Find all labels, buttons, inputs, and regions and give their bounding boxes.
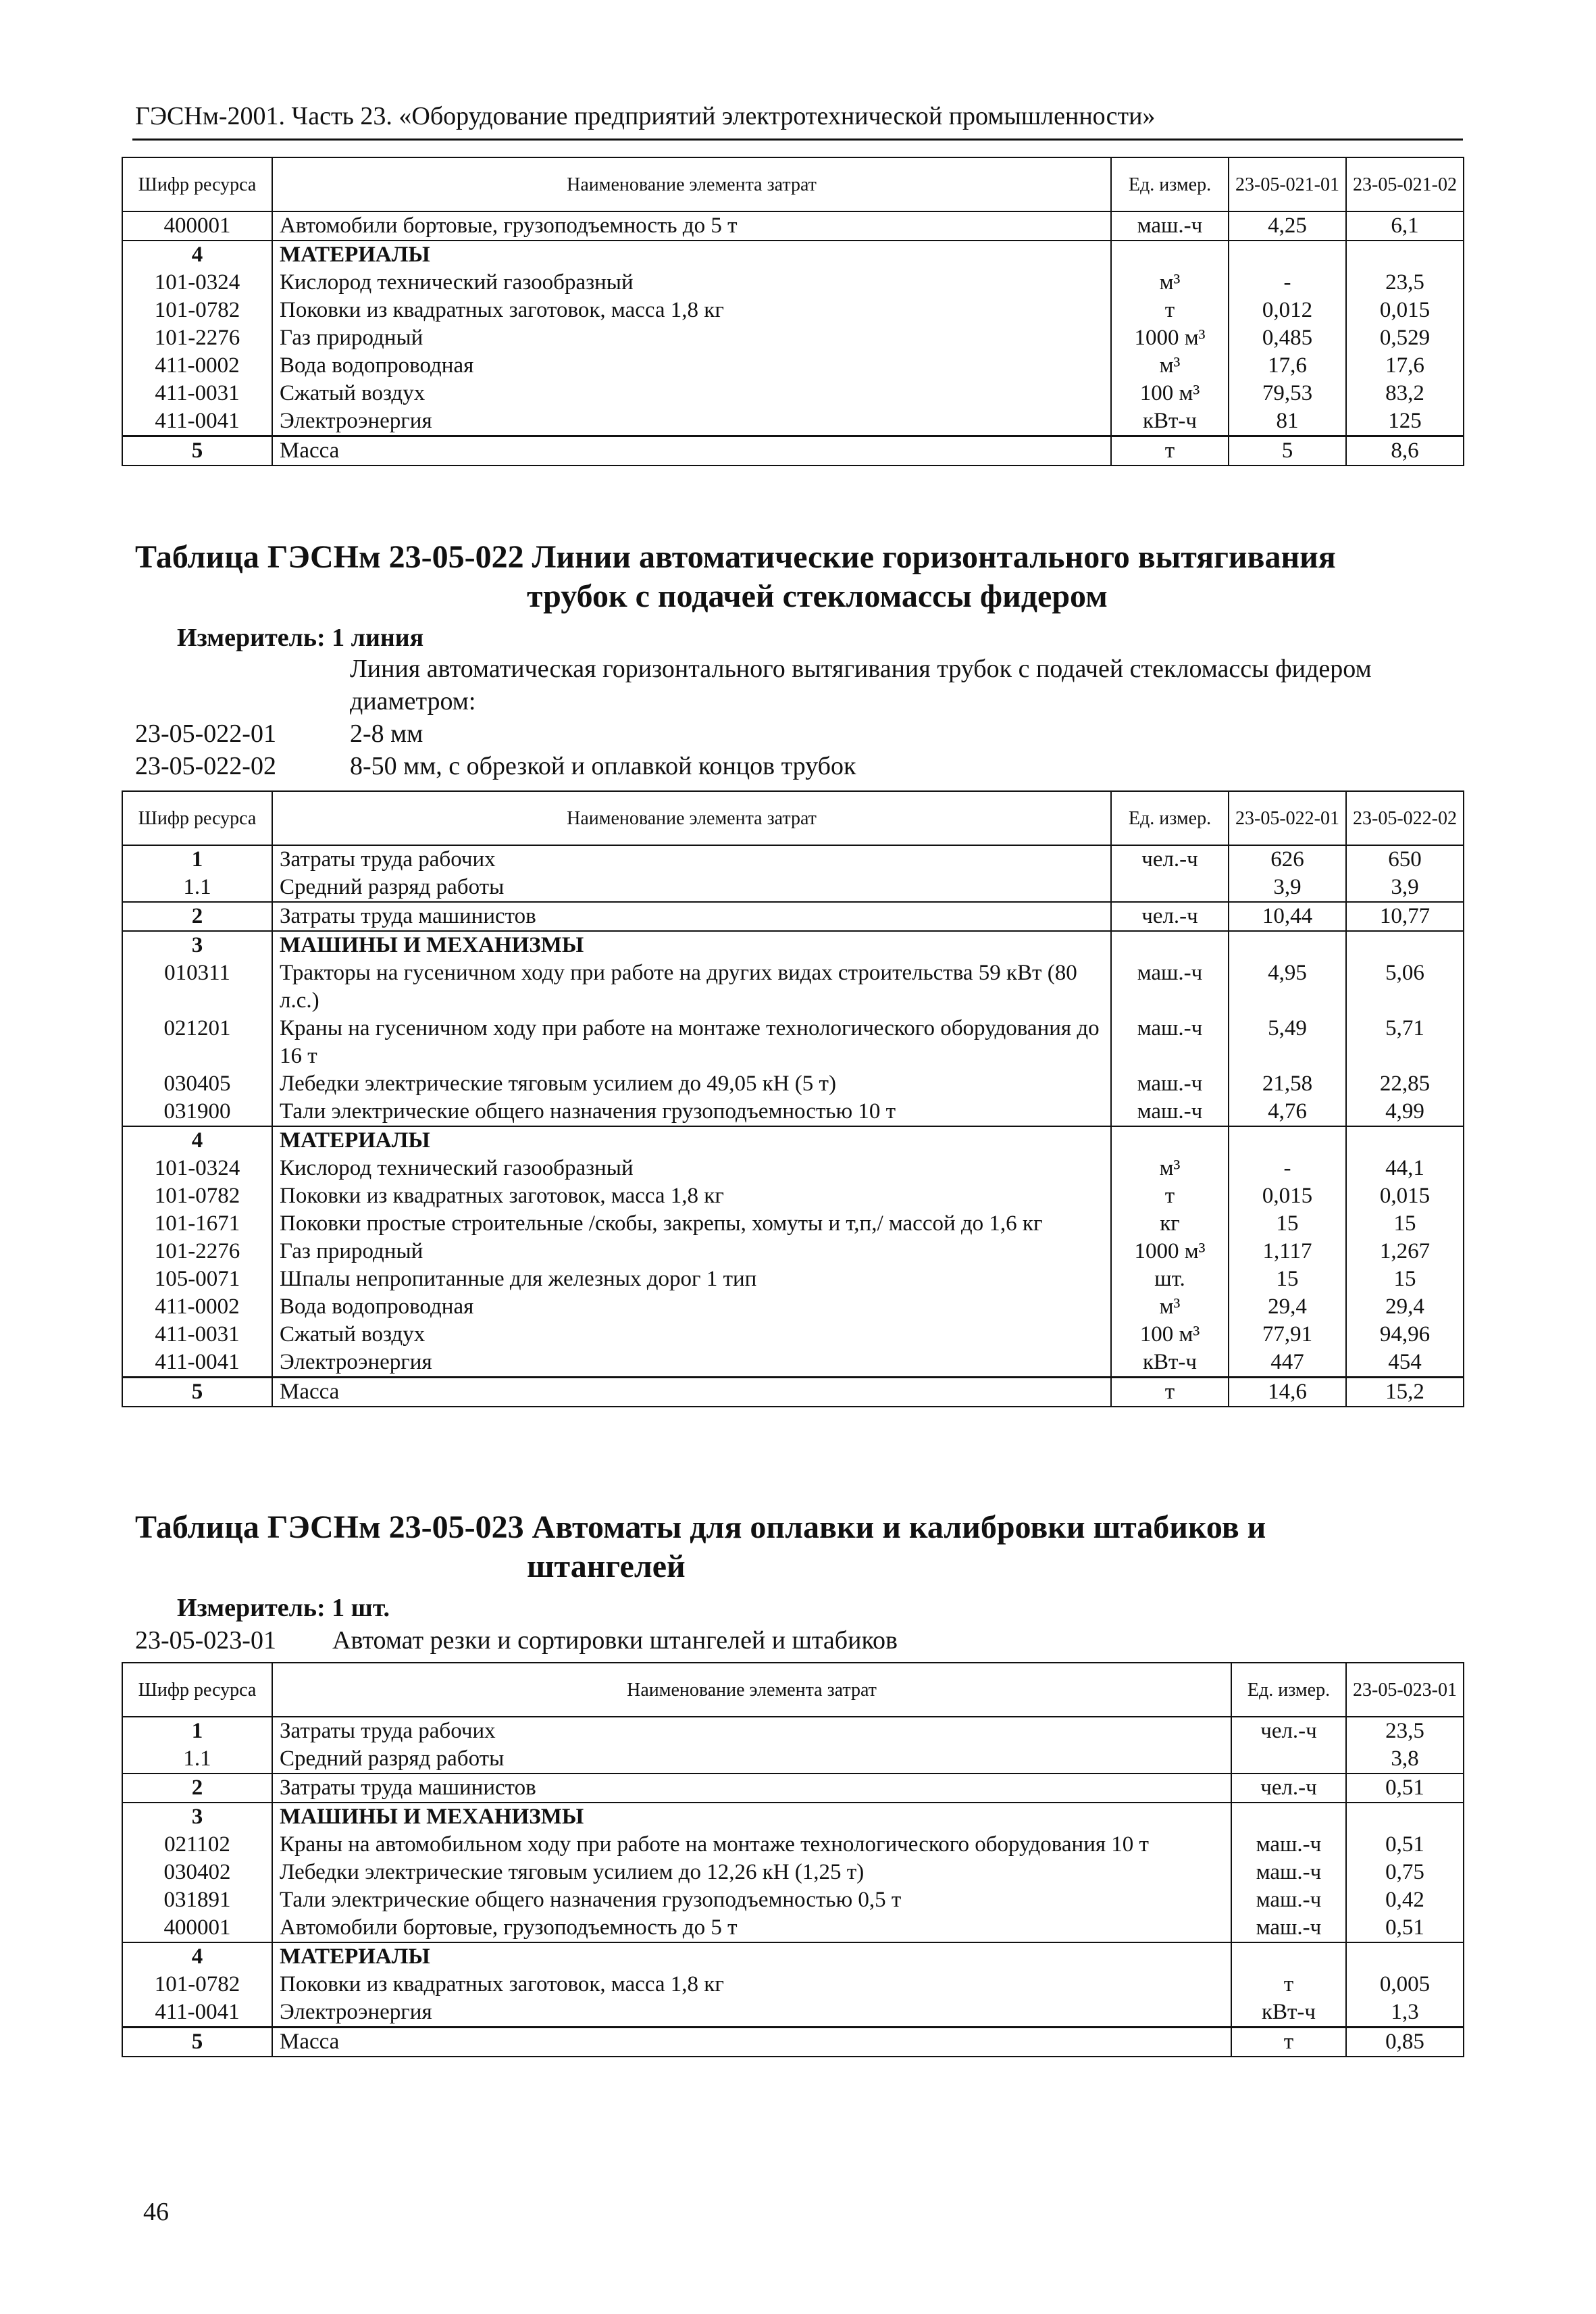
table-row xyxy=(122,1831,1464,1859)
cost-element-name: Затраты труда машинистов xyxy=(272,1774,1231,1803)
norm-value: 4,99 xyxy=(1346,1098,1464,1126)
resource-code: 5 xyxy=(122,1378,272,1407)
unit-of-measure: маш.-ч xyxy=(1111,1098,1229,1126)
resource-code: 411-0041 xyxy=(122,407,272,436)
cost-element-name: Краны на гусеничном ходу при работе на монтаже технологического оборудования до 16 т xyxy=(272,1015,1111,1070)
norm-value: 1,117 xyxy=(1229,1238,1346,1265)
table-row xyxy=(122,297,1464,324)
col-header-norm-2: 23-05-021-02 xyxy=(1346,157,1464,211)
norm-value: 15 xyxy=(1346,1265,1464,1293)
norm-value: 83,2 xyxy=(1346,380,1464,407)
norm-value: 8,6 xyxy=(1346,436,1464,466)
norm-item xyxy=(135,750,1459,782)
norm-value: 23,5 xyxy=(1346,269,1464,297)
resource-code: 1 xyxy=(122,845,272,874)
unit-of-measure: кг xyxy=(1111,1210,1229,1238)
resource-code: 3 xyxy=(122,1803,272,1831)
table-row xyxy=(122,1914,1464,1942)
cost-element-name: Кислород технический газообразный xyxy=(272,269,1111,297)
norm-value: 4,25 xyxy=(1229,211,1346,241)
norm-value: 10,44 xyxy=(1229,902,1346,931)
table-row xyxy=(122,959,1464,1015)
norm-value: 17,6 xyxy=(1229,352,1346,380)
table-row xyxy=(122,1803,1464,1831)
cost-element-name: Тали электрические общего назначения грузоподъемностью 10 т xyxy=(272,1098,1111,1126)
resource-code: 5 xyxy=(122,436,272,466)
resource-code: 1 xyxy=(122,1717,272,1745)
table-row xyxy=(122,1971,1464,1998)
resource-code: 021102 xyxy=(122,1831,272,1859)
norm-value: 0,42 xyxy=(1346,1886,1464,1914)
col-header-code: Шифр ресурса xyxy=(122,1663,272,1717)
norm-value xyxy=(1346,1126,1464,1155)
norm-item-code: 23-05-023-01 xyxy=(135,1626,276,1655)
unit-of-measure: т xyxy=(1111,1182,1229,1210)
norm-value: 5,49 xyxy=(1229,1015,1346,1070)
cost-element-name: Шпалы непропитанные для железных дорог 1 тип xyxy=(272,1265,1111,1293)
resource-code: 411-0002 xyxy=(122,1293,272,1321)
resource-code: 030402 xyxy=(122,1859,272,1886)
norm-value: 15,2 xyxy=(1346,1378,1464,1407)
norm-value: 0,51 xyxy=(1346,1831,1464,1859)
table-row xyxy=(122,269,1464,297)
cost-element-name: Масса xyxy=(272,1378,1111,1407)
norm-value: 15 xyxy=(1346,1210,1464,1238)
norm-value: 29,4 xyxy=(1229,1293,1346,1321)
norm-value: 3,9 xyxy=(1346,874,1464,902)
norm-value: 3,9 xyxy=(1229,874,1346,902)
unit-of-measure: маш.-ч xyxy=(1231,1886,1346,1914)
cost-element-name: Средний разряд работы xyxy=(272,874,1111,902)
norm-item xyxy=(135,718,1459,750)
resource-code: 400001 xyxy=(122,211,272,241)
unit-of-measure: 100 м³ xyxy=(1111,380,1229,407)
norm-value: 0,485 xyxy=(1229,324,1346,352)
norm-value: 10,77 xyxy=(1346,902,1464,931)
norm-value xyxy=(1229,931,1346,959)
table-row xyxy=(122,1293,1464,1321)
unit-of-measure: маш.-ч xyxy=(1231,1831,1346,1859)
table-row xyxy=(122,902,1464,931)
table-row xyxy=(122,1998,1464,2028)
resource-code: 010311 xyxy=(122,959,272,1015)
cost-element-name: Затраты труда рабочих xyxy=(272,1717,1231,1745)
norm-value xyxy=(1229,1126,1346,1155)
unit-of-measure: 1000 м³ xyxy=(1111,324,1229,352)
unit-of-measure: т xyxy=(1111,1378,1229,1407)
norm-item-code: 23-05-022-01 xyxy=(135,720,276,748)
resource-code: 1.1 xyxy=(122,1745,272,1774)
unit-of-measure: 1000 м³ xyxy=(1111,1238,1229,1265)
col-header-unit: Ед. измер. xyxy=(1231,1663,1346,1717)
resource-code: 5 xyxy=(122,2028,272,2057)
table-row xyxy=(122,2028,1464,2057)
norm-item-text: 2-8 мм xyxy=(350,720,423,748)
resource-code: 411-0041 xyxy=(122,1998,272,2028)
cost-element-name: Масса xyxy=(272,436,1111,466)
resource-code: 101-0782 xyxy=(122,297,272,324)
unit-of-measure: маш.-ч xyxy=(1111,959,1229,1015)
norm-value: 15 xyxy=(1229,1210,1346,1238)
norm-value: 81 xyxy=(1229,407,1346,436)
cost-element-name: Автомобили бортовые, грузоподъемность до 5 т xyxy=(272,1914,1231,1942)
norm-value: 0,85 xyxy=(1346,2028,1464,2057)
norm-value: 3,8 xyxy=(1346,1745,1464,1774)
norm-value: - xyxy=(1229,1155,1346,1182)
col-header-code: Шифр ресурса xyxy=(122,791,272,845)
col-header-unit: Ед. измер. xyxy=(1111,791,1229,845)
cost-element-name: Поковки из квадратных заготовок, масса 1,8 кг xyxy=(272,1182,1111,1210)
cost-element-name: Электроэнергия xyxy=(272,407,1111,436)
col-header-unit: Ед. измер. xyxy=(1111,157,1229,211)
table-row xyxy=(122,874,1464,902)
unit-of-measure: м³ xyxy=(1111,352,1229,380)
cost-element-name: Затраты труда машинистов xyxy=(272,902,1111,931)
table-row xyxy=(122,1265,1464,1293)
cost-element-name: Масса xyxy=(272,2028,1231,2057)
table-row xyxy=(122,1210,1464,1238)
cost-element-name: Сжатый воздух xyxy=(272,1321,1111,1349)
unit-of-measure: кВт-ч xyxy=(1111,407,1229,436)
cost-element-name: Лебедки электрические тяговым усилием до 49,05 кН (5 т) xyxy=(272,1070,1111,1098)
norm-value: 0,75 xyxy=(1346,1859,1464,1886)
norm-item-text: 8-50 мм, с обрезкой и оплавкой концов трубок xyxy=(350,752,856,780)
norm-value: 447 xyxy=(1229,1349,1346,1378)
norm-value: - xyxy=(1229,269,1346,297)
table-row xyxy=(122,1378,1464,1407)
cost-element-name: Тали электрические общего назначения грузоподъемностью 0,5 т xyxy=(272,1886,1231,1914)
resource-code: 411-0031 xyxy=(122,1321,272,1349)
table-row xyxy=(122,1349,1464,1378)
norm-value: 0,529 xyxy=(1346,324,1464,352)
norm-value xyxy=(1346,1803,1464,1831)
norm-value: 22,85 xyxy=(1346,1070,1464,1098)
resource-code: 021201 xyxy=(122,1015,272,1070)
resource-table-23-05-021 xyxy=(122,157,1464,466)
table-row xyxy=(122,1859,1464,1886)
norm-value: 454 xyxy=(1346,1349,1464,1378)
table-row xyxy=(122,931,1464,959)
norm-value: 94,96 xyxy=(1346,1321,1464,1349)
col-header-name: Наименование элемента затрат xyxy=(272,157,1111,211)
unit-of-measure: 100 м³ xyxy=(1111,1321,1229,1349)
norm-value: 15 xyxy=(1229,1265,1346,1293)
cost-element-name: Краны на автомобильном ходу при работе на монтаже технологического оборудования 10 т xyxy=(272,1831,1231,1859)
norm-value: 1,267 xyxy=(1346,1238,1464,1265)
norm-value xyxy=(1346,241,1464,269)
unit-of-measure: шт. xyxy=(1111,1265,1229,1293)
unit-of-measure xyxy=(1111,874,1229,902)
cost-element-name: Кислород технический газообразный xyxy=(272,1155,1111,1182)
unit-of-measure: маш.-ч xyxy=(1111,211,1229,241)
section-title-line-1: Таблица ГЭСНм 23-05-022 Линии автоматические горизонтального вытягивания xyxy=(135,539,1336,575)
meter-label: Измеритель: 1 шт. xyxy=(177,1594,390,1622)
norm-value xyxy=(1229,241,1346,269)
unit-of-measure xyxy=(1231,1942,1346,1971)
norm-item xyxy=(135,1624,1459,1657)
table-row xyxy=(122,1015,1464,1070)
cost-element-name: Поковки из квадратных заготовок, масса 1,8 кг xyxy=(272,297,1111,324)
unit-of-measure: маш.-ч xyxy=(1231,1859,1346,1886)
resource-code: 031900 xyxy=(122,1098,272,1126)
norm-value: 5,71 xyxy=(1346,1015,1464,1070)
unit-of-measure: м³ xyxy=(1111,1155,1229,1182)
unit-of-measure: т xyxy=(1231,1971,1346,1998)
resource-code: 400001 xyxy=(122,1914,272,1942)
resource-code: 2 xyxy=(122,1774,272,1803)
unit-of-measure: т xyxy=(1111,436,1229,466)
norm-value: 79,53 xyxy=(1229,380,1346,407)
norm-value: 650 xyxy=(1346,845,1464,874)
norm-value: 0,015 xyxy=(1346,1182,1464,1210)
cost-element-name: Поковки из квадратных заготовок, масса 1,8 кг xyxy=(272,1971,1231,1998)
section-title-line-2: трубок с подачей стекломассы фидером xyxy=(527,578,1108,614)
unit-of-measure: кВт-ч xyxy=(1231,1998,1346,2028)
unit-of-measure: чел.-ч xyxy=(1111,902,1229,931)
col-header-norm-1: 23-05-023-01 xyxy=(1346,1663,1464,1717)
table-row xyxy=(122,324,1464,352)
meter-label: Измеритель: 1 линия xyxy=(177,624,424,652)
table-header-row xyxy=(122,791,1464,845)
unit-of-measure xyxy=(1111,931,1229,959)
norm-value: 4,76 xyxy=(1229,1098,1346,1126)
table-row xyxy=(122,1182,1464,1210)
norm-value: 5 xyxy=(1229,436,1346,466)
norm-value: 0,51 xyxy=(1346,1774,1464,1803)
table-row xyxy=(122,241,1464,269)
table-row xyxy=(122,1717,1464,1745)
norm-value: 17,6 xyxy=(1346,352,1464,380)
cost-element-name: МАШИНЫ И МЕХАНИЗМЫ xyxy=(272,1803,1231,1831)
col-header-name: Наименование элемента затрат xyxy=(272,791,1111,845)
cost-element-name: Поковки простые строительные /скобы, закрепы, хомуты и т,п,/ массой до 1,6 кг xyxy=(272,1210,1111,1238)
unit-of-measure: чел.-ч xyxy=(1231,1774,1346,1803)
resource-code: 4 xyxy=(122,1126,272,1155)
cost-element-name: МАТЕРИАЛЫ xyxy=(272,1126,1111,1155)
cost-element-name: Средний разряд работы xyxy=(272,1745,1231,1774)
norm-value xyxy=(1346,931,1464,959)
norm-value: 6,1 xyxy=(1346,211,1464,241)
table-row xyxy=(122,407,1464,436)
table-row xyxy=(122,1070,1464,1098)
norm-value xyxy=(1346,1942,1464,1971)
norm-value: 23,5 xyxy=(1346,1717,1464,1745)
col-header-norm-1: 23-05-022-01 xyxy=(1229,791,1346,845)
table-row xyxy=(122,1774,1464,1803)
col-header-norm-2: 23-05-022-02 xyxy=(1346,791,1464,845)
resource-code: 030405 xyxy=(122,1070,272,1098)
resource-code: 3 xyxy=(122,931,272,959)
unit-of-measure: м³ xyxy=(1111,269,1229,297)
resource-code: 411-0041 xyxy=(122,1349,272,1378)
page-number: 46 xyxy=(143,2198,169,2226)
header-rule xyxy=(132,139,1463,141)
resource-code: 101-0782 xyxy=(122,1971,272,1998)
cost-element-name: Вода водопроводная xyxy=(272,1293,1111,1321)
norm-item-code: 23-05-022-02 xyxy=(135,752,276,780)
table-row xyxy=(122,352,1464,380)
table-row xyxy=(122,1321,1464,1349)
cost-element-name: Газ природный xyxy=(272,324,1111,352)
norm-intro-cont: диаметром: xyxy=(350,687,476,715)
norm-value: 125 xyxy=(1346,407,1464,436)
cost-element-name: Сжатый воздух xyxy=(272,380,1111,407)
resource-code: 411-0031 xyxy=(122,380,272,407)
resource-table-23-05-023 xyxy=(122,1662,1464,2057)
resource-code: 2 xyxy=(122,902,272,931)
table-row xyxy=(122,1238,1464,1265)
cost-element-name: МАШИНЫ И МЕХАНИЗМЫ xyxy=(272,931,1111,959)
section-title-23-05-023 xyxy=(135,1508,1459,1586)
norm-description xyxy=(135,653,1459,782)
norm-item-text: Автомат резки и сортировки штангелей и штабиков xyxy=(332,1626,898,1655)
norm-value: 29,4 xyxy=(1346,1293,1464,1321)
norm-value: 0,015 xyxy=(1346,297,1464,324)
norm-value: 0,005 xyxy=(1346,1971,1464,1998)
page-header: ГЭСНм-2001. Часть 23. «Оборудование предприятий электротехнической промышленности» xyxy=(135,102,1156,130)
resource-code: 101-0782 xyxy=(122,1182,272,1210)
table-row xyxy=(122,1886,1464,1914)
table-header-row xyxy=(122,157,1464,211)
norm-value: 4,95 xyxy=(1229,959,1346,1015)
cost-element-name: Тракторы на гусеничном ходу при работе на других видах строительства 59 кВт (80 л.с.) xyxy=(272,959,1111,1015)
cost-element-name: Автомобили бортовые, грузоподъемность до 5 т xyxy=(272,211,1111,241)
table-row xyxy=(122,1942,1464,1971)
norm-value: 44,1 xyxy=(1346,1155,1464,1182)
norm-value: 77,91 xyxy=(1229,1321,1346,1349)
cost-element-name: Электроэнергия xyxy=(272,1998,1231,2028)
norm-value: 0,51 xyxy=(1346,1914,1464,1942)
resource-code: 411-0002 xyxy=(122,352,272,380)
unit-of-measure xyxy=(1111,241,1229,269)
resource-code: 4 xyxy=(122,1942,272,1971)
resource-code: 101-1671 xyxy=(122,1210,272,1238)
unit-of-measure: кВт-ч xyxy=(1111,1349,1229,1378)
table-row xyxy=(122,845,1464,874)
resource-code: 101-0324 xyxy=(122,1155,272,1182)
unit-of-measure: маш.-ч xyxy=(1111,1015,1229,1070)
unit-of-measure: т xyxy=(1231,2028,1346,2057)
resource-code: 101-2276 xyxy=(122,324,272,352)
table-row xyxy=(122,1155,1464,1182)
table-header-row xyxy=(122,1663,1464,1717)
unit-of-measure: маш.-ч xyxy=(1231,1914,1346,1942)
unit-of-measure: м³ xyxy=(1111,1293,1229,1321)
resource-code: 105-0071 xyxy=(122,1265,272,1293)
table-row xyxy=(122,1745,1464,1774)
cost-element-name: Газ природный xyxy=(272,1238,1111,1265)
norm-value: 626 xyxy=(1229,845,1346,874)
unit-of-measure: чел.-ч xyxy=(1111,845,1229,874)
norm-value: 21,58 xyxy=(1229,1070,1346,1098)
cost-element-name: Электроэнергия xyxy=(272,1349,1111,1378)
resource-table-23-05-022 xyxy=(122,790,1464,1407)
col-header-code: Шифр ресурса xyxy=(122,157,272,211)
section-title-line-1: Таблица ГЭСНм 23-05-023 Автоматы для оплавки и калибровки штабиков и xyxy=(135,1509,1266,1545)
unit-of-measure: т xyxy=(1111,297,1229,324)
norm-value: 5,06 xyxy=(1346,959,1464,1015)
resource-code: 1.1 xyxy=(122,874,272,902)
resource-code: 031891 xyxy=(122,1886,272,1914)
unit-of-measure xyxy=(1111,1126,1229,1155)
norm-description xyxy=(135,1624,1459,1657)
table-row xyxy=(122,1126,1464,1155)
norm-value: 1,3 xyxy=(1346,1998,1464,2028)
table-row xyxy=(122,380,1464,407)
unit-of-measure: маш.-ч xyxy=(1111,1070,1229,1098)
section-title-23-05-022 xyxy=(135,538,1459,616)
norm-value: 0,012 xyxy=(1229,297,1346,324)
cost-element-name: МАТЕРИАЛЫ xyxy=(272,1942,1231,1971)
norm-intro: Линия автоматическая горизонтального вытягивания трубок с подачей стекломассы фидером xyxy=(350,655,1372,683)
col-header-norm-1: 23-05-021-01 xyxy=(1229,157,1346,211)
section-title-line-2: штангелей xyxy=(527,1549,686,1584)
table-row xyxy=(122,436,1464,466)
cost-element-name: Лебедки электрические тяговым усилием до 12,26 кН (1,25 т) xyxy=(272,1859,1231,1886)
cost-element-name: Затраты труда рабочих xyxy=(272,845,1111,874)
unit-of-measure: чел.-ч xyxy=(1231,1717,1346,1745)
resource-code: 4 xyxy=(122,241,272,269)
table-row xyxy=(122,211,1464,241)
norm-value: 0,015 xyxy=(1229,1182,1346,1210)
cost-element-name: МАТЕРИАЛЫ xyxy=(272,241,1111,269)
table-row xyxy=(122,1098,1464,1126)
norm-value: 14,6 xyxy=(1229,1378,1346,1407)
cost-element-name: Вода водопроводная xyxy=(272,352,1111,380)
unit-of-measure xyxy=(1231,1745,1346,1774)
resource-code: 101-2276 xyxy=(122,1238,272,1265)
resource-code: 101-0324 xyxy=(122,269,272,297)
col-header-name: Наименование элемента затрат xyxy=(272,1663,1231,1717)
unit-of-measure xyxy=(1231,1803,1346,1831)
